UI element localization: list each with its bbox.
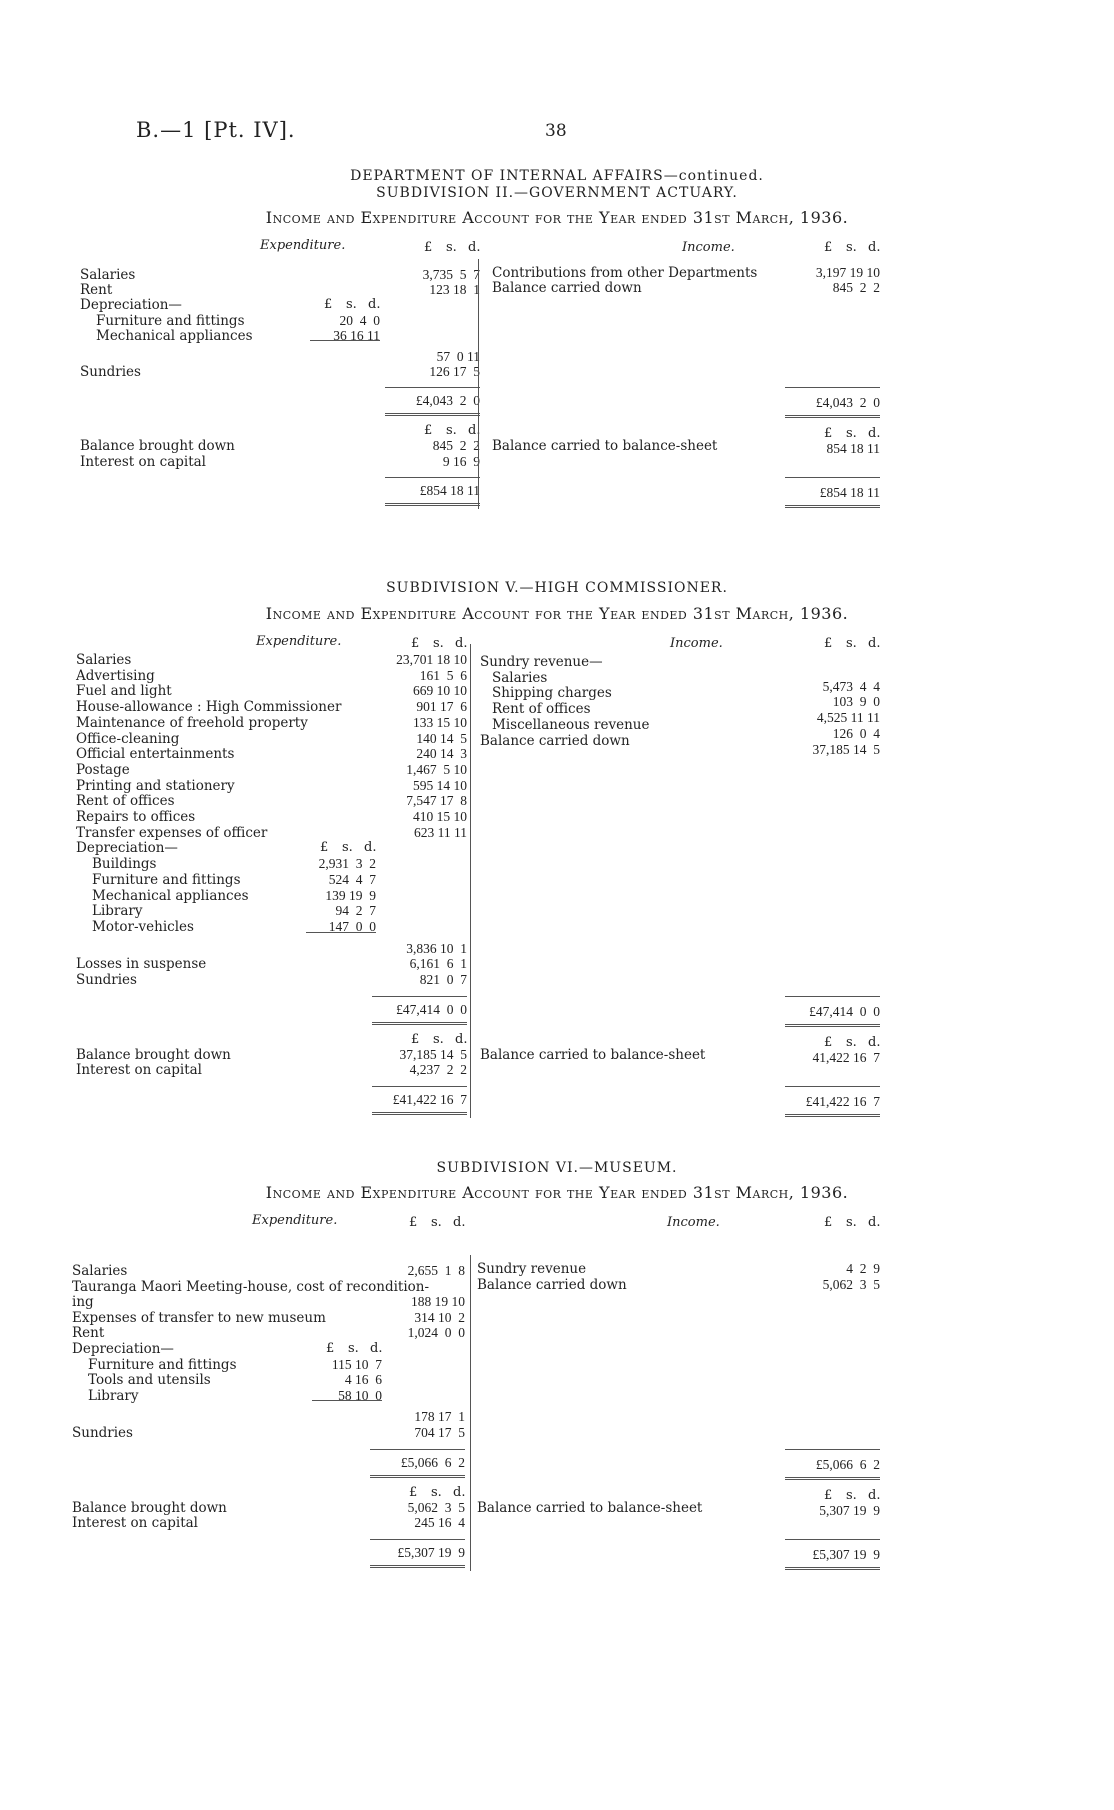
balance-income-amount: 854 18 11 — [826, 441, 880, 457]
income-label: Shipping charges — [492, 685, 612, 702]
income-label: Sundry revenue — [477, 1261, 587, 1277]
currency-pound: £ — [409, 1484, 418, 1500]
total-rule-top — [370, 1449, 465, 1450]
balance-income-label: Balance carried to balance-sheet — [477, 1499, 703, 1516]
income-amount: 4 2 9 — [846, 1261, 880, 1276]
currency-shilling: s. — [431, 1484, 442, 1500]
expenditure-amount: 240 14 3 — [416, 746, 467, 762]
currency-shilling: s. — [846, 426, 857, 442]
page-number: 38 — [545, 121, 567, 141]
expenditure-label: Buildings — [92, 856, 157, 873]
balance-amount: 5,062 3 5 — [407, 1499, 465, 1515]
column-separator — [478, 259, 479, 509]
expenditure-label: Salaries — [80, 267, 136, 283]
currency-shilling: s. — [846, 1215, 857, 1230]
currency-pound: £ — [326, 1341, 335, 1356]
depreciation-amount: 2,931 3 2 — [318, 856, 376, 872]
expenditure-amount: 7,547 17 8 — [406, 793, 467, 809]
depreciation-amount: 58 10 0 — [338, 1387, 382, 1403]
balance-income-amount: 5,307 19 9 — [819, 1502, 880, 1518]
expenditure-heading: Expenditure. — [256, 634, 342, 649]
balance-label: Interest on capital — [76, 1062, 203, 1079]
balance-income-label: Balance carried to balance-sheet — [480, 1046, 706, 1063]
expenditure-label: Salaries — [72, 1263, 128, 1279]
balance-income-amount: 41,422 16 7 — [812, 1049, 880, 1065]
expenditure-amount: 133 15 10 — [413, 714, 467, 730]
expenditure-amount: 140 14 5 — [416, 730, 467, 746]
income-amount: 5,062 3 5 — [822, 1276, 880, 1292]
expenditure-amount: 178 17 1 — [414, 1409, 465, 1425]
depreciation-amount: 94 2 7 — [335, 903, 376, 919]
total-rule-bottom — [372, 1022, 467, 1025]
income-total: £47,414 0 0 — [809, 1003, 880, 1019]
expenditure-label: Advertising — [76, 667, 155, 684]
currency-shilling: s. — [846, 1487, 857, 1503]
currency-pence: d. — [868, 1487, 881, 1503]
total-rule-bottom — [370, 1475, 465, 1478]
expenditure-amount: 2,655 1 8 — [407, 1263, 465, 1278]
balance-income-total: £41,422 16 7 — [805, 1094, 880, 1110]
currency-shilling: s. — [433, 1031, 444, 1047]
income-total-rule-bottom — [785, 1024, 880, 1027]
currency-pence: d. — [453, 1484, 466, 1500]
expenditure-label: Official entertainments — [76, 746, 235, 763]
balance-amount: 245 16 4 — [414, 1515, 465, 1531]
expenditure-label: Maintenance of freehold property — [76, 714, 308, 731]
expenditure-label: Rent of offices — [76, 793, 175, 810]
expenditure-total: £4,043 2 0 — [415, 393, 480, 409]
expenditure-label: Depreciation— — [72, 1341, 174, 1357]
income-label: Sundry revenue— — [480, 654, 603, 670]
currency-shilling: s. — [846, 240, 857, 255]
expenditure-amount: 1,467 5 10 — [406, 761, 467, 777]
balance-label: Interest on capital — [80, 453, 207, 470]
expenditure-amount: 126 17 5 — [429, 364, 480, 380]
currency-pence: d. — [868, 426, 881, 442]
balance-total-rule-top — [372, 1086, 467, 1087]
currency-shilling: s. — [348, 1341, 359, 1356]
expenditure-label: Furniture and fittings — [88, 1356, 237, 1373]
expenditure-amount: 314 10 2 — [414, 1309, 465, 1325]
expenditure-amount: 188 19 10 — [411, 1294, 465, 1310]
income-amount: 103 9 0 — [832, 694, 880, 710]
expenditure-label: Repairs to offices — [76, 809, 196, 825]
expenditure-label: Mechanical appliances — [96, 327, 253, 344]
expenditure-label: ing — [72, 1294, 94, 1311]
column-separator — [470, 644, 471, 1118]
expenditure-label: Depreciation— — [80, 297, 182, 314]
balance-income-total-rule-top — [785, 1539, 880, 1540]
expenditure-label: Office-cleaning — [76, 730, 180, 747]
subdivision-heading: SUBDIVISION II.—GOVERNMENT ACTUARY. — [376, 185, 738, 201]
income-amount: 126 0 4 — [832, 725, 880, 741]
currency-pence: d. — [468, 423, 481, 439]
currency-pound: £ — [824, 426, 833, 442]
expenditure-amount: 123 18 1 — [429, 282, 480, 298]
currency-pence: d. — [868, 1034, 881, 1050]
balance-label: Interest on capital — [72, 1515, 199, 1532]
currency-pound: £ — [824, 240, 833, 255]
balance-income-total-rule-bottom — [785, 505, 880, 508]
expenditure-label: Furniture and fittings — [92, 871, 241, 888]
expenditure-amount: 595 14 10 — [413, 777, 467, 793]
subdivision-heading: SUBDIVISION VI.—MUSEUM. — [436, 1160, 678, 1176]
expenditure-amount: 669 10 10 — [413, 683, 467, 699]
balance-total: £854 18 11 — [419, 482, 480, 498]
depreciation-amount: 20 4 0 — [339, 312, 380, 328]
expenditure-label: Library — [88, 1387, 139, 1404]
currency-pence: d. — [868, 636, 881, 651]
currency-shilling: s. — [433, 636, 444, 651]
expenditure-label: Furniture and fittings — [96, 312, 245, 329]
balance-total-rule-top — [370, 1539, 465, 1540]
expenditure-label: Salaries — [76, 652, 132, 668]
currency-shilling: s. — [342, 840, 353, 856]
expenditure-label: House-allowance : High Commissioner — [76, 699, 342, 716]
account-title: Income and Expenditure Account for the Year ended 31st March, 1936. — [265, 1183, 849, 1202]
balance-total-rule-bottom — [372, 1112, 467, 1115]
expenditure-label: Rent — [80, 282, 113, 299]
subtotal-rule — [312, 1400, 382, 1401]
income-heading: Income. — [682, 240, 735, 255]
depreciation-amount: 139 19 9 — [325, 887, 376, 903]
currency-pence: d. — [468, 240, 481, 255]
expenditure-amount: 704 17 5 — [414, 1425, 465, 1440]
total-rule-top — [385, 387, 480, 388]
expenditure-amount: 901 17 6 — [416, 699, 467, 715]
depreciation-amount: 115 10 7 — [331, 1356, 382, 1372]
balance-income-total: £5,307 19 9 — [812, 1546, 880, 1562]
balance-income-total-rule-top — [785, 477, 880, 478]
currency-pence: d. — [368, 297, 381, 313]
balance-total: £5,307 19 9 — [397, 1544, 465, 1560]
expenditure-label: Motor-vehicles — [92, 918, 194, 935]
income-total-rule-bottom — [785, 1477, 880, 1480]
currency-pence: d. — [868, 240, 881, 255]
currency-pound: £ — [320, 840, 329, 856]
currency-pence: d. — [868, 1215, 881, 1230]
expenditure-amount: 6,161 6 1 — [409, 956, 467, 972]
currency-pound: £ — [824, 1487, 833, 1503]
expenditure-total: £47,414 0 0 — [396, 1001, 467, 1017]
balance-income-total-rule-bottom — [785, 1114, 880, 1117]
currency-shilling: s. — [446, 423, 457, 439]
expenditure-label: Library — [92, 903, 143, 920]
currency-pence: d. — [453, 1215, 466, 1230]
balance-income-label: Balance carried to balance-sheet — [492, 438, 718, 455]
currency-pound: £ — [824, 1215, 833, 1230]
income-total-rule-bottom — [785, 415, 880, 418]
currency-pound: £ — [411, 636, 420, 651]
total-rule-bottom — [385, 413, 480, 416]
currency-pence: d. — [370, 1341, 383, 1356]
income-label: Balance carried down — [477, 1276, 627, 1293]
balance-amount: 37,185 14 5 — [399, 1046, 467, 1062]
expenditure-label: Losses in suspense — [76, 956, 207, 973]
income-label: Balance carried down — [492, 280, 642, 297]
currency-pound: £ — [824, 636, 833, 651]
income-label: Balance carried down — [480, 732, 630, 749]
subtotal-rule — [310, 340, 380, 341]
depreciation-amount: 4 16 6 — [344, 1372, 382, 1388]
expenditure-heading: Expenditure. — [260, 238, 346, 253]
income-heading: Income. — [667, 1215, 720, 1230]
income-total-rule-top — [785, 996, 880, 997]
page-reference: B.—1 [Pt. IV]. — [136, 118, 296, 142]
subtotal-rule — [306, 932, 376, 933]
expenditure-label: Postage — [76, 761, 130, 778]
balance-label: Balance brought down — [76, 1046, 231, 1063]
expenditure-label: Expenses of transfer to new museum — [72, 1309, 326, 1326]
depreciation-amount: 36 16 11 — [333, 327, 380, 343]
balance-amount: 4,237 2 2 — [409, 1062, 467, 1078]
currency-shilling: s. — [846, 636, 857, 651]
currency-pound: £ — [424, 423, 433, 439]
income-amount: 845 2 2 — [832, 280, 880, 296]
income-amount: 37,185 14 5 — [812, 741, 880, 757]
account-title: Income and Expenditure Account for the Year ended 31st March, 1936. — [265, 208, 849, 227]
income-amount: 4,525 11 11 — [816, 710, 880, 726]
currency-shilling: s. — [846, 1034, 857, 1050]
total-rule-top — [372, 996, 467, 997]
currency-pound: £ — [824, 1034, 833, 1050]
currency-shilling: s. — [346, 297, 357, 313]
income-amount: 3,197 19 10 — [815, 265, 880, 280]
income-label: Salaries — [492, 669, 548, 686]
currency-pound: £ — [424, 240, 433, 255]
income-total-rule-top — [785, 387, 880, 388]
currency-shilling: s. — [431, 1215, 442, 1230]
currency-pence: d. — [364, 840, 377, 856]
income-heading: Income. — [670, 636, 723, 651]
expenditure-amount: 23,701 18 10 — [396, 652, 467, 667]
expenditure-amount: 410 15 10 — [413, 809, 467, 824]
income-label: Rent of offices — [492, 701, 591, 718]
balance-amount: 845 2 2 — [432, 438, 480, 454]
income-label: Miscellaneous revenue — [492, 716, 650, 733]
balance-total-rule-bottom — [385, 503, 480, 506]
expenditure-label: Sundries — [72, 1425, 133, 1441]
subdivision-heading: SUBDIVISION V.—HIGH COMMISSIONER. — [386, 580, 728, 596]
expenditure-amount: 1,024 0 0 — [407, 1325, 465, 1341]
currency-pound: £ — [411, 1031, 420, 1047]
expenditure-label: Mechanical appliances — [92, 887, 249, 904]
expenditure-label: Tools and utensils — [88, 1372, 211, 1389]
account-title: Income and Expenditure Account for the Year ended 31st March, 1936. — [265, 604, 849, 623]
department-title: DEPARTMENT OF INTERNAL AFFAIRS—continued. — [350, 168, 764, 184]
expenditure-total: £5,066 6 2 — [400, 1454, 465, 1470]
expenditure-amount: 623 11 11 — [414, 824, 467, 840]
expenditure-label: Fuel and light — [76, 683, 172, 700]
expenditure-label: Rent — [72, 1325, 105, 1342]
currency-pence: d. — [455, 636, 468, 651]
income-total: £5,066 6 2 — [815, 1456, 880, 1472]
expenditure-amount: 3,735 5 7 — [422, 267, 480, 282]
expenditure-label: Printing and stationery — [76, 777, 235, 794]
column-separator — [470, 1255, 471, 1571]
balance-total: £41,422 16 7 — [392, 1092, 467, 1108]
expenditure-amount: 821 0 7 — [419, 972, 467, 987]
currency-pound: £ — [409, 1215, 418, 1230]
expenditure-amount: 3,836 10 1 — [406, 940, 467, 956]
income-amount: 5,473 4 4 — [822, 678, 880, 694]
balance-amount: 9 16 9 — [442, 453, 480, 469]
balance-label: Balance brought down — [80, 438, 235, 455]
balance-income-total-rule-top — [785, 1086, 880, 1087]
balance-income-total-rule-bottom — [785, 1567, 880, 1570]
balance-total-rule-bottom — [370, 1565, 465, 1568]
income-total: £4,043 2 0 — [815, 395, 880, 411]
currency-shilling: s. — [446, 240, 457, 255]
balance-label: Balance brought down — [72, 1499, 227, 1516]
expenditure-label: Transfer expenses of officer — [76, 824, 268, 841]
expenditure-label: Depreciation— — [76, 840, 178, 857]
expenditure-label: Sundries — [76, 972, 137, 988]
expenditure-heading: Expenditure. — [252, 1213, 338, 1228]
currency-pound: £ — [324, 297, 333, 313]
balance-total-rule-top — [385, 477, 480, 478]
currency-pence: d. — [455, 1031, 468, 1047]
balance-income-total: £854 18 11 — [819, 484, 880, 500]
income-label: Contributions from other Departments — [492, 265, 758, 281]
depreciation-amount: 524 4 7 — [328, 871, 376, 887]
expenditure-label: Sundries — [80, 364, 141, 381]
expenditure-label: Tauranga Maori Meeting-house, cost of recondition- — [72, 1278, 430, 1295]
expenditure-amount: 161 5 6 — [419, 667, 467, 683]
income-total-rule-top — [785, 1449, 880, 1450]
expenditure-amount: 57 0 11 — [436, 349, 480, 364]
depreciation-amount: 147 0 0 — [328, 918, 376, 934]
